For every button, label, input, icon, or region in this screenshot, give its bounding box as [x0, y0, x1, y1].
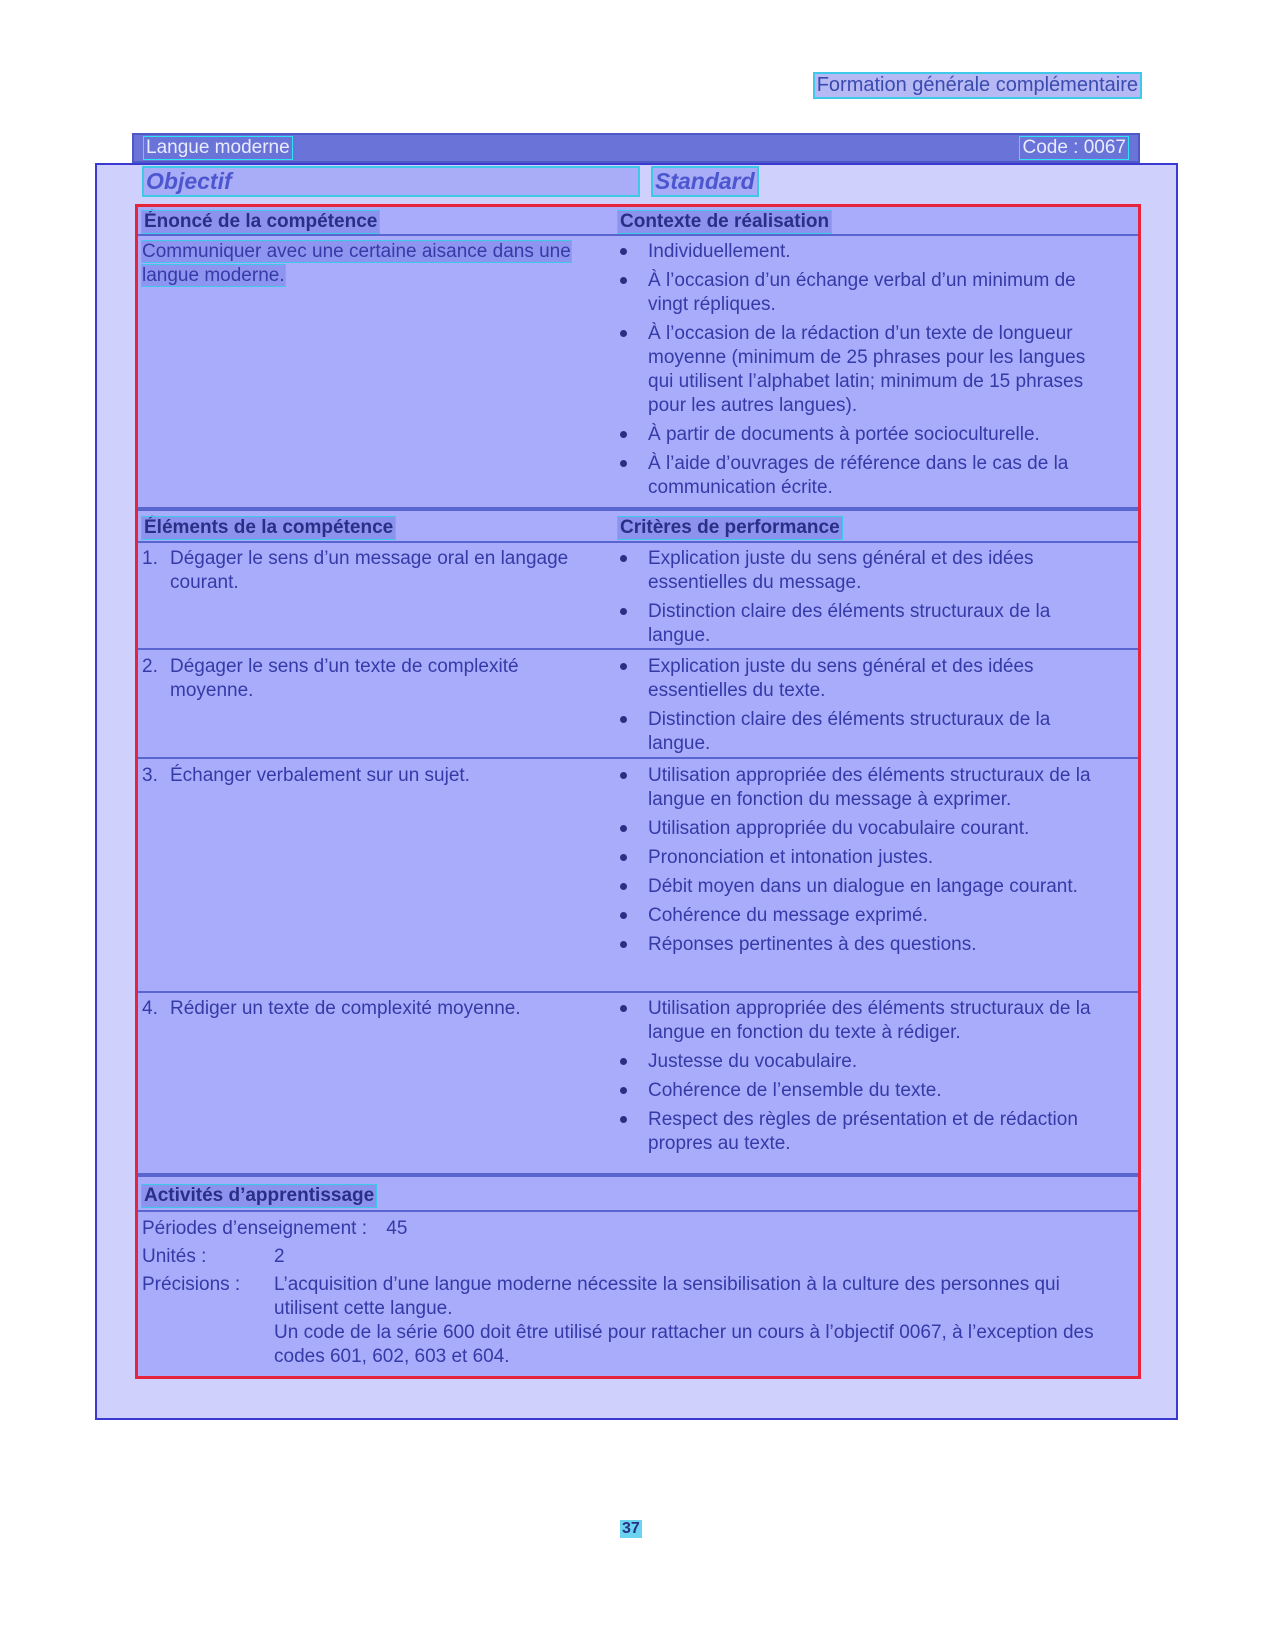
list-item: Réponses pertinentes à des questions.: [618, 933, 1108, 957]
units-row: [142, 1245, 285, 1269]
activities-heading: Activités d’apprentissage: [144, 1185, 375, 1206]
section-divider: [138, 507, 1138, 511]
subject-title: Langue moderne: [146, 137, 290, 158]
periods-row: [142, 1217, 407, 1241]
list-item: À l’occasion d’un échange verbal d’un minimum de vingt répliques.: [618, 269, 1108, 317]
list-item: Respect des règles de présentation et de rédaction propres au texte.: [618, 1108, 1108, 1156]
list-item: Explication juste du sens général et des idées essentielles du texte.: [618, 655, 1108, 703]
list-item: Explication juste du sens général et des idées essentielles du message.: [618, 547, 1108, 595]
list-item: Distinction claire des éléments structuraux de la langue.: [618, 708, 1108, 756]
details-text-1: L’acquisition d’une langue moderne nécessite la sensibilisation à la culture des personnes qui utilisent cette langue.: [274, 1274, 1060, 1319]
details-label: Précisions :: [142, 1274, 241, 1295]
objective-title: Objectif: [144, 168, 638, 195]
list-item: Utilisation appropriée des éléments structuraux de la langue en fonction du message à exprimer.: [618, 764, 1108, 812]
section-divider: [138, 1173, 1138, 1177]
criteria-row-3: [618, 764, 1108, 962]
row-rule: [138, 648, 1138, 650]
units-value: 2: [274, 1246, 285, 1267]
list-item: Cohérence du message exprimé.: [618, 904, 1108, 928]
competence-table: [135, 204, 1141, 1379]
list-item: Distinction claire des éléments structuraux de la langue.: [618, 600, 1108, 648]
element-row-4: 4. Rédiger un texte de complexité moyenne.: [142, 998, 521, 1019]
standard-title: Standard: [653, 168, 757, 195]
units-label: Unités :: [142, 1246, 207, 1267]
row-rule: [138, 991, 1138, 993]
list-item: Justesse du vocabulaire.: [618, 1050, 1108, 1074]
page-number: 37: [622, 1520, 640, 1537]
section-titles: [144, 168, 1134, 196]
details-text-2: Un code de la série 600 doit être utilisé pour rattacher un cours à l’objectif 0067, à l’exception des codes 601, 602, 603 et 604.: [274, 1322, 1094, 1367]
subject-code: Code : 0067: [1022, 137, 1126, 158]
list-item: Individuellement.: [618, 240, 1108, 264]
list-item: À l’aide d’ouvrages de référence dans le cas de la communication écrite.: [618, 452, 1108, 500]
elements-heading: Éléments de la compétence: [144, 517, 394, 538]
criteria-heading: Critères de performance: [620, 517, 840, 538]
list-item: Utilisation appropriée du vocabulaire courant.: [618, 817, 1108, 841]
context-list: [618, 240, 1108, 505]
context-heading: Contexte de réalisation: [620, 211, 830, 232]
element-row-2: 2. Dégager le sens d’un texte de complexité moyenne.: [142, 656, 519, 701]
criteria-row-1: [618, 547, 1108, 653]
list-item: Utilisation appropriée des éléments structuraux de la langue en fonction du texte à rédiger.: [618, 997, 1108, 1045]
row-rule: [138, 541, 1138, 543]
competence-statement: Communiquer avec une certaine aisance dans une langue moderne.: [142, 241, 571, 286]
details-row: [142, 1273, 1122, 1369]
list-item: À l’occasion de la rédaction d’un texte de longueur moyenne (minimum de 25 phrases pour les langues qui utilisent l’alphabet latin; minimum de 15 phrases pour les autres langues).: [618, 322, 1108, 418]
list-item: Cohérence de l’ensemble du texte.: [618, 1079, 1108, 1103]
running-header: Formation générale complémentaire: [816, 74, 1138, 96]
list-item: Prononciation et intonation justes.: [618, 846, 1108, 870]
list-item: Débit moyen dans un dialogue en langage courant.: [618, 875, 1108, 899]
statement-heading: Énoncé de la compétence: [144, 211, 378, 232]
criteria-row-4: [618, 997, 1108, 1161]
periods-value: 45: [386, 1218, 408, 1239]
subject-header-band: [132, 133, 1140, 163]
criteria-row-2: [618, 655, 1108, 761]
element-row-1: 1. Dégager le sens d’un message oral en langage courant.: [142, 548, 569, 593]
periods-label: Périodes d’enseignement :: [142, 1218, 367, 1239]
element-row-3: 3. Échanger verbalement sur un sujet.: [142, 765, 470, 786]
row-rule: [138, 234, 1138, 236]
row-rule: [138, 1210, 1138, 1212]
row-rule: [138, 757, 1138, 759]
list-item: À partir de documents à portée socioculturelle.: [618, 423, 1108, 447]
